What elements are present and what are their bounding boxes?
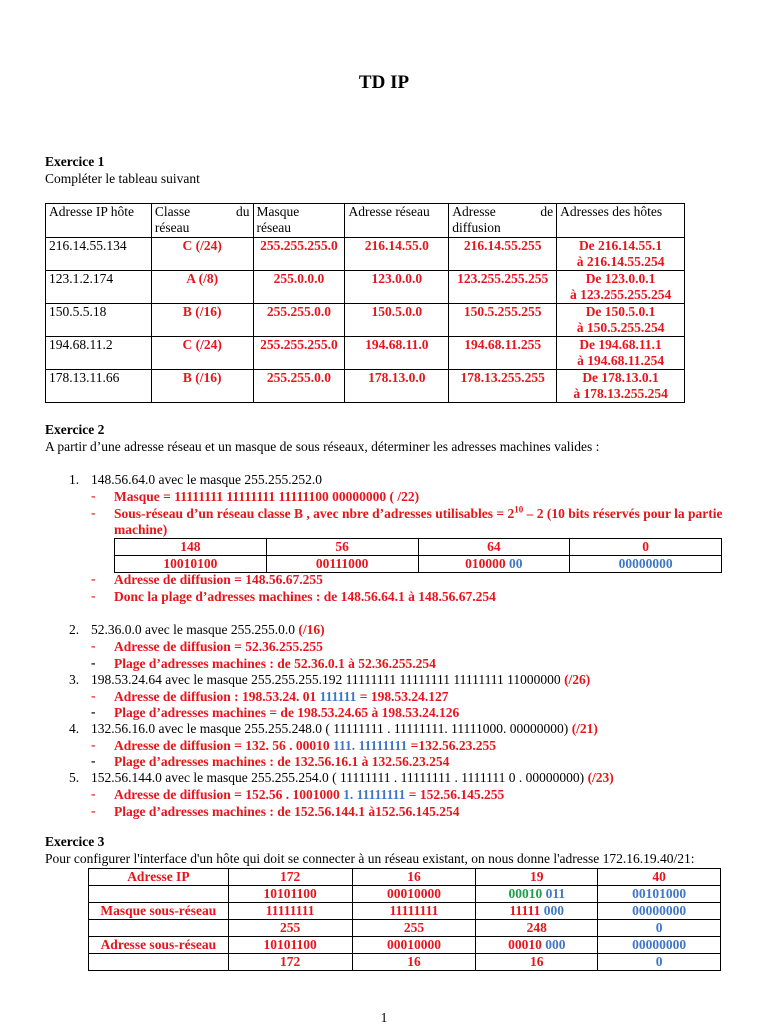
cell-octet-4: 00000000 [598, 937, 721, 954]
row-label [89, 920, 229, 937]
bullet-dash: - [91, 488, 96, 503]
row-label: Adresse IP [89, 869, 229, 886]
ex2-item-2-number: 2. [69, 622, 80, 637]
ex3-intro: Pour configurer l'interface d'un hôte qui doit se connecter à un réseau existant, on nous donne l'adresse 172.16.19.40/21: [45, 851, 695, 866]
cell-octet-3: 64 [418, 539, 570, 556]
cell-octet-1: 10101100 [228, 937, 352, 954]
header-mask-a: Masque [256, 204, 300, 219]
cell-hosts-to: à 194.68.11.254 [577, 353, 665, 368]
cell-class: B (/16) [151, 304, 253, 337]
cell-octet-3 [476, 903, 598, 920]
header-class-c: réseau [154, 220, 190, 235]
header-class-a: Classe [154, 204, 191, 219]
ex2-item-1-subnet-cont: machine) [114, 522, 168, 537]
row-label: Masque sous-réseau [89, 903, 229, 920]
ex2-item-2-prefix: (/16) [298, 622, 325, 637]
ex1-heading: Exercice 1 [45, 154, 105, 169]
header-network: Adresse réseau [345, 204, 449, 238]
cell-octet-2: 11111111 [352, 903, 476, 920]
ex2-item-3-broadcast-host: 111111 [319, 689, 357, 704]
cell-octet-3-net: 11111 [509, 903, 541, 918]
ex2-item-5-broadcast [114, 786, 504, 803]
bullet-dash: - [91, 688, 96, 703]
ex2-item-3-broadcast-c: = 198.53.24.127 [356, 689, 449, 704]
cell-network: 216.14.55.0 [345, 238, 449, 271]
cell-octet-3-host: 011 [542, 886, 566, 901]
cell-mask: 255.255.0.0 [253, 304, 345, 337]
table-row [46, 238, 685, 271]
ex2-item-1-broadcast: Adresse de diffusion = 148.56.67.255 [114, 572, 323, 587]
header-broadcast-b: de [540, 204, 554, 219]
cell-network: 123.0.0.0 [345, 271, 449, 304]
ex2-item-2-range: Plage d’adresses machines : de 52.36.0.1 à 52.36.255.254 [114, 656, 436, 671]
cell-octet-2: 16 [352, 869, 476, 886]
cell-octet-1: 148 [115, 539, 267, 556]
ex2-item-5-text-main: 152.56.144.0 avec le masque 255.255.254.0 ( 11111111 . 11111111 . 1111111 0 . 00000000) [91, 770, 588, 785]
ex2-item-2-text [91, 621, 325, 638]
cell-broadcast: 150.5.255.255 [449, 304, 557, 337]
header-mask-b: réseau [256, 220, 291, 235]
cell-octet-2: 00010000 [352, 886, 476, 903]
cell-ip: 123.1.2.174 [46, 271, 152, 304]
cell-hosts-to: à 216.14.55.254 [576, 254, 665, 269]
table-row [89, 869, 721, 886]
bullet-dash: - [91, 753, 96, 768]
cell-octet-4: 0 [598, 954, 721, 971]
ex2-item-5-broadcast-c: = 152.56.145.255 [405, 787, 505, 802]
ex2-item-1-text: 148.56.64.0 avec le masque 255.255.252.0 [91, 472, 322, 487]
cell-broadcast: 178.13.255.255 [449, 370, 557, 403]
table-row [89, 954, 721, 971]
ex2-item-4-text-main: 132.56.16.0 avec le masque 255.255.248.0 ( 11111111 . 11111111. 11111000. 00000000) [91, 721, 572, 736]
cell-network: 194.68.11.0 [345, 337, 449, 370]
cell-octet-3: 248 [476, 920, 598, 937]
ex2-item-5-broadcast-host: 1. 11111111 [343, 787, 406, 802]
page-number: 1 [380, 1010, 388, 1025]
cell-hosts-to: à 150.5.255.254 [576, 320, 665, 335]
bullet-dash: - [91, 638, 96, 653]
cell-octet-2: 16 [352, 954, 476, 971]
ex2-item-1-subnet-b: – 2 (10 bits réservés pour la partie [523, 506, 723, 521]
ex2-item-5-number: 5. [69, 770, 80, 785]
ex2-item-3-prefix: (/26) [564, 672, 591, 687]
ex2-item-5-text [91, 769, 614, 786]
ex3-heading: Exercice 3 [45, 834, 105, 849]
table-row [89, 903, 721, 920]
table-row [46, 370, 685, 403]
cell-broadcast: 123.255.255.255 [449, 271, 557, 304]
cell-hosts-from: De 178.13.0.1 [582, 370, 659, 385]
table-row [46, 304, 685, 337]
ex2-item-4-broadcast-host: 111. 11111111 [332, 738, 408, 753]
ex2-item-2-broadcast: Adresse de diffusion = 52.36.255.255 [114, 639, 323, 654]
bullet-dash: - [91, 655, 96, 670]
cell-mask: 255.255.0.0 [253, 370, 345, 403]
bullet-dash: - [91, 704, 96, 719]
ex2-item-5-broadcast-a: Adresse de diffusion = 152.56 . 1001000 [114, 787, 344, 802]
bullet-dash: - [91, 737, 96, 752]
cell-hosts-from: De 216.14.55.1 [578, 238, 663, 253]
cell-binary-3 [418, 556, 570, 573]
cell-class: C (/24) [151, 337, 253, 370]
cell-octet-4: 40 [598, 869, 721, 886]
cell-mask: 255.0.0.0 [253, 271, 345, 304]
ex2-item-5-range: Plage d’adresses machines : de 152.56.144.1 à152.56.145.254 [114, 804, 460, 819]
cell-binary-3-host: 00 [505, 556, 523, 571]
table-row [89, 920, 721, 937]
cell-binary-1: 10010100 [115, 556, 267, 573]
cell-octet-4: 0 [570, 539, 722, 556]
header-broadcast-c: diffusion [452, 220, 501, 235]
ex2-item-3-broadcast-a: Adresse de diffusion : 198.53.24. 01 [114, 689, 320, 704]
cell-broadcast: 194.68.11.255 [449, 337, 557, 370]
cell-octet-2: 255 [352, 920, 476, 937]
cell-octet-2: 00010000 [352, 937, 476, 954]
table-row [46, 337, 685, 370]
cell-octet-3-host: 000 [540, 903, 564, 918]
ex2-item-4-broadcast [114, 737, 496, 754]
ex2-intro: A partir d’une adresse réseau et un masque de sous réseaux, déterminer les adresses machines valides : [45, 439, 600, 454]
cell-hosts [557, 271, 685, 304]
cell-octet-1: 172 [228, 869, 352, 886]
table-row [89, 886, 721, 903]
cell-ip: 178.13.11.66 [46, 370, 152, 403]
ex2-item-1-number: 1. [69, 472, 80, 487]
cell-octet-2: 56 [266, 539, 418, 556]
table-row [89, 937, 721, 954]
ex2-item-4-broadcast-c: =132.56.23.255 [407, 738, 496, 753]
cell-hosts [557, 238, 685, 271]
ex2-item-2-text-main: 52.36.0.0 avec le masque 255.255.0.0 [91, 622, 299, 637]
ex2-item-4-number: 4. [69, 721, 80, 736]
cell-hosts-from: De 194.68.11.1 [579, 337, 662, 352]
cell-octet-3: 16 [476, 954, 598, 971]
cell-octet-1: 11111111 [228, 903, 352, 920]
header-class-b: du [236, 204, 250, 219]
ex2-item-1-subnet [114, 505, 722, 522]
ex2-item-1-subnet-a: Sous-réseau d’un réseau classe B , avec nbre d’adresses utilisables = 2 [114, 506, 515, 521]
cell-mask: 255.255.255.0 [253, 337, 345, 370]
header-hosts: Adresses des hôtes [557, 204, 685, 238]
cell-octet-3 [476, 886, 598, 903]
cell-class: B (/16) [151, 370, 253, 403]
cell-network: 150.5.0.0 [345, 304, 449, 337]
cell-hosts [557, 370, 685, 403]
ex2-item-4-range: Plage d’adresses machines : de 132.56.16.1 à 132.56.23.254 [114, 754, 450, 769]
ex2-item-5-prefix: (/23) [587, 770, 614, 785]
cell-octet-3-net: 00010 [508, 886, 543, 901]
ex1-intro: Compléter le tableau suivant [45, 171, 200, 186]
cell-octet-3 [476, 937, 598, 954]
bullet-dash: - [91, 588, 96, 603]
ex3-table [88, 868, 721, 971]
header-mask [253, 204, 345, 238]
table-row [46, 271, 685, 304]
ex2-item-3-number: 3. [69, 672, 80, 687]
ex2-item-1-subnet-exp: 10 [514, 504, 524, 515]
cell-hosts [557, 337, 685, 370]
ex1-table [45, 203, 685, 403]
header-class [151, 204, 253, 238]
ex2-item-1-mask: Masque = 11111111 11111111 11111100 00000000 ( /22) [114, 489, 420, 504]
cell-hosts [557, 304, 685, 337]
bullet-dash: - [91, 786, 96, 801]
ex2-item-1-range: Donc la plage d’adresses machines : de 148.56.64.1 à 148.56.67.254 [114, 589, 496, 604]
cell-class: C (/24) [151, 238, 253, 271]
cell-hosts-from: De 123.0.0.1 [585, 271, 656, 286]
row-label [89, 886, 229, 903]
row-label: Adresse sous-réseau [89, 937, 229, 954]
bullet-dash: - [91, 803, 96, 818]
ex2-item-3-range: Plage d’adresses machines = de 198.53.24.65 à 198.53.24.126 [114, 705, 460, 720]
cell-octet-3-net: 00010 [508, 937, 542, 952]
cell-hosts-to: à 178.13.255.254 [573, 386, 668, 401]
ex2-item-4-text [91, 720, 598, 737]
cell-octet-4: 00101000 [598, 886, 721, 903]
ex1-table-header [46, 204, 685, 238]
ex2-item-3-broadcast [114, 688, 449, 705]
table-row [115, 556, 722, 573]
cell-class: A (/8) [151, 271, 253, 304]
ex2-item-3-text [91, 671, 590, 688]
bullet-dash: - [91, 505, 96, 520]
cell-mask: 255.255.255.0 [253, 238, 345, 271]
ex2-binary-table [114, 538, 722, 573]
cell-octet-3-host: 000 [541, 937, 566, 952]
ex2-item-4-prefix: (/21) [571, 721, 598, 736]
table-row [115, 539, 722, 556]
page-title: TD IP [358, 72, 410, 93]
row-label [89, 954, 229, 971]
cell-binary-3-net: 010000 [465, 556, 506, 571]
cell-broadcast: 216.14.55.255 [449, 238, 557, 271]
ex2-item-3-text-main: 198.53.24.64 avec le masque 255.255.255.192 11111111 11111111 11111111 11000000 [91, 672, 565, 687]
cell-hosts-from: De 150.5.0.1 [585, 304, 656, 319]
cell-octet-3: 19 [476, 869, 598, 886]
header-broadcast [449, 204, 557, 238]
cell-binary-2: 00111000 [266, 556, 418, 573]
cell-octet-1: 255 [228, 920, 352, 937]
header-ip: Adresse IP hôte [46, 204, 152, 238]
bullet-dash: - [91, 571, 96, 586]
cell-ip: 194.68.11.2 [46, 337, 152, 370]
cell-ip: 216.14.55.134 [46, 238, 152, 271]
cell-octet-1: 172 [228, 954, 352, 971]
ex2-heading: Exercice 2 [45, 422, 105, 437]
cell-octet-1: 10101100 [228, 886, 352, 903]
header-broadcast-a: Adresse [452, 204, 496, 219]
cell-binary-4: 00000000 [570, 556, 722, 573]
cell-hosts-to: à 123.255.255.254 [569, 287, 672, 302]
cell-octet-4: 0 [598, 920, 721, 937]
cell-ip: 150.5.5.18 [46, 304, 152, 337]
cell-octet-4: 00000000 [598, 903, 721, 920]
cell-network: 178.13.0.0 [345, 370, 449, 403]
ex2-item-4-broadcast-a: Adresse de diffusion = 132. 56 . 00010 [114, 738, 333, 753]
